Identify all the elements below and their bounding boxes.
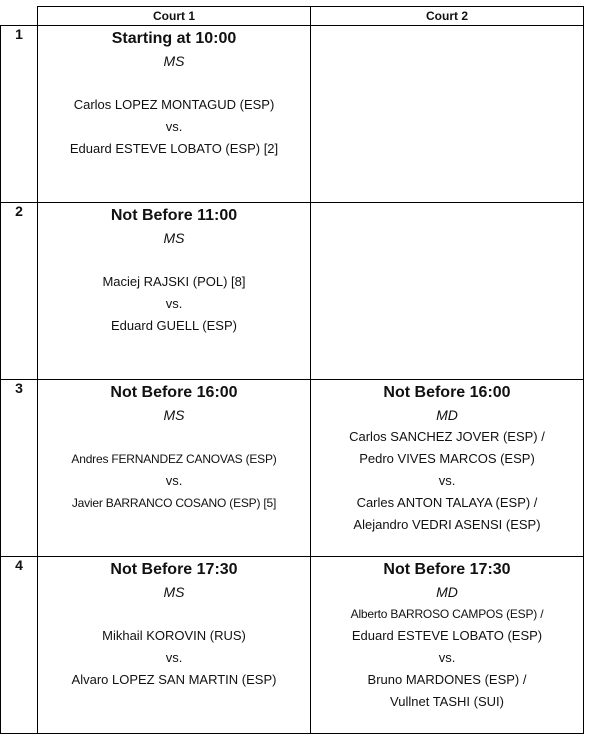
match-row-2 bbox=[1, 203, 584, 380]
versus-label: vs. bbox=[165, 296, 183, 311]
match-time: Not Before 16:00 bbox=[383, 384, 511, 401]
match-number: 1 bbox=[1, 26, 38, 203]
match-row-3 bbox=[1, 380, 584, 557]
team-b-player-2: Alejandro VEDRI ASENSI (ESP) bbox=[353, 517, 541, 532]
team-b-player-2: Vullnet TASHI (SUI) bbox=[390, 694, 504, 709]
cropped-header-remnant bbox=[0, 0, 600, 4]
event-code: MS bbox=[163, 230, 185, 246]
player-b: Eduard ESTEVE LOBATO (ESP) [2] bbox=[69, 141, 279, 156]
versus-label: vs. bbox=[165, 119, 183, 134]
versus-label: vs. bbox=[165, 650, 183, 665]
corner-cell bbox=[1, 7, 38, 26]
court-2-match bbox=[311, 557, 584, 734]
match-time: Starting at 10:00 bbox=[111, 30, 237, 47]
court-1-match bbox=[38, 203, 311, 380]
event-code: MS bbox=[163, 53, 185, 69]
match-number: 2 bbox=[1, 203, 38, 380]
team-a-player-2: Pedro VIVES MARCOS (ESP) bbox=[359, 451, 535, 466]
match-number: 4 bbox=[1, 557, 38, 734]
player-b: Javier BARRANCO COSANO (ESP) [5] bbox=[71, 496, 277, 510]
match-row-1 bbox=[1, 26, 584, 203]
court-1-match bbox=[38, 26, 311, 203]
court-1-match bbox=[38, 380, 311, 557]
match-time: Not Before 17:30 bbox=[383, 561, 511, 578]
order-of-play-table bbox=[0, 6, 584, 734]
court-header-row bbox=[1, 7, 584, 26]
player-a: Andres FERNANDEZ CANOVAS (ESP) bbox=[71, 452, 277, 466]
match-time: Not Before 16:00 bbox=[110, 384, 238, 401]
court-2-match bbox=[311, 380, 584, 557]
match-time: Not Before 17:30 bbox=[110, 561, 238, 578]
court-2-empty bbox=[311, 26, 584, 203]
court-1-match bbox=[38, 557, 311, 734]
team-a-player-1: Carlos SANCHEZ JOVER (ESP) / bbox=[349, 429, 545, 444]
court-1-header: Court 1 bbox=[38, 7, 311, 26]
player-a: Mikhail KOROVIN (RUS) bbox=[102, 628, 246, 643]
versus-label: vs. bbox=[438, 473, 456, 488]
event-code: MS bbox=[163, 407, 185, 423]
event-code: MD bbox=[436, 584, 458, 600]
court-2-empty bbox=[311, 203, 584, 380]
player-b: Eduard GUELL (ESP) bbox=[111, 318, 237, 333]
court-2-header: Court 2 bbox=[311, 7, 584, 26]
player-a: Carlos LOPEZ MONTAGUD (ESP) bbox=[73, 97, 275, 112]
versus-label: vs. bbox=[165, 473, 183, 488]
match-time: Not Before 11:00 bbox=[110, 207, 238, 224]
event-code: MD bbox=[436, 407, 458, 423]
team-b-player-1: Carles ANTON TALAYA (ESP) / bbox=[356, 495, 538, 510]
match-number: 3 bbox=[1, 380, 38, 557]
player-b: Alvaro LOPEZ SAN MARTIN (ESP) bbox=[71, 672, 277, 687]
player-a: Maciej RAJSKI (POL) [8] bbox=[102, 274, 246, 289]
versus-label: vs. bbox=[438, 650, 456, 665]
team-a-player-1: Alberto BARROSO CAMPOS (ESP) / bbox=[350, 607, 544, 621]
match-row-4 bbox=[1, 557, 584, 734]
team-b-player-1: Bruno MARDONES (ESP) / bbox=[367, 672, 527, 687]
team-a-player-2: Eduard ESTEVE LOBATO (ESP) bbox=[351, 628, 543, 643]
event-code: MS bbox=[163, 584, 185, 600]
